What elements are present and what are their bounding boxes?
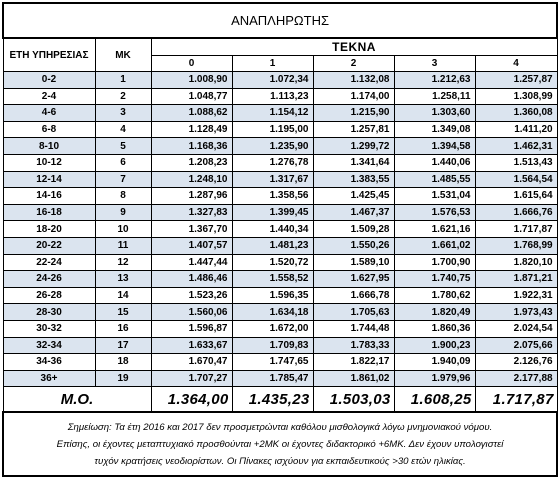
salary-cell-children-3: 1.212,63 bbox=[394, 72, 475, 89]
salary-cell-children-2: 1.666,78 bbox=[313, 287, 394, 304]
salary-cell-children-2: 1.425,45 bbox=[313, 188, 394, 205]
children-1-header: 1 bbox=[232, 56, 313, 72]
salary-cell-children-0: 1.633,67 bbox=[151, 337, 232, 354]
years-of-service-cell: 14-16 bbox=[3, 188, 95, 205]
salary-cell-children-1: 1.520,72 bbox=[232, 254, 313, 271]
salary-cell-children-0: 1.447,44 bbox=[151, 254, 232, 271]
table-row bbox=[3, 171, 557, 188]
table-row bbox=[3, 105, 557, 122]
salary-cell-children-0: 1.560,06 bbox=[151, 304, 232, 321]
salary-cell-children-4: 2.177,88 bbox=[475, 370, 557, 387]
salary-cell-children-3: 1.258,11 bbox=[394, 88, 475, 105]
footnote-line: Σημείωση: Τα έτη 2016 και 2017 δεν προσμετρώνται καθόλου μισθολογικά λόγω μνημονιακού νόμου. bbox=[67, 421, 493, 433]
salary-cell-children-4: 2.075,66 bbox=[475, 337, 557, 354]
footnote-line: Επίσης, οι έχοντες μεταπτυχιακό προσθούνται +2ΜΚ οι έχοντες διδακτορικό +6ΜΚ. Δεν έχουν υπολογιστεί bbox=[56, 438, 504, 450]
salary-cell-children-0: 1.048,77 bbox=[151, 88, 232, 105]
years-of-service-cell: 32-34 bbox=[3, 337, 95, 354]
years-of-service-cell: 0-2 bbox=[3, 72, 95, 89]
salary-cell-children-4: 2.024,54 bbox=[475, 320, 557, 337]
salary-cell-children-3: 1.661,02 bbox=[394, 237, 475, 254]
salary-cell-children-0: 1.168,36 bbox=[151, 138, 232, 155]
salary-cell-children-0: 1.088,62 bbox=[151, 105, 232, 122]
salary-cell-children-1: 1.596,35 bbox=[232, 287, 313, 304]
table-row bbox=[3, 204, 557, 221]
salary-cell-children-2: 1.257,81 bbox=[313, 121, 394, 138]
mk-cell: 11 bbox=[95, 237, 151, 254]
average-cell-children-3: 1.608,25 bbox=[394, 387, 475, 413]
salary-cell-children-0: 1.287,96 bbox=[151, 188, 232, 205]
salary-cell-children-4: 1.257,87 bbox=[475, 72, 557, 89]
salary-cell-children-4: 1.411,20 bbox=[475, 121, 557, 138]
years-of-service-cell: 30-32 bbox=[3, 320, 95, 337]
salary-cell-children-2: 1.215,90 bbox=[313, 105, 394, 122]
salary-cell-children-4: 1.666,76 bbox=[475, 204, 557, 221]
salary-cell-children-2: 1.467,37 bbox=[313, 204, 394, 221]
salary-cell-children-4: 1.768,99 bbox=[475, 237, 557, 254]
salary-cell-children-0: 1.248,10 bbox=[151, 171, 232, 188]
salary-cell-children-1: 1.235,90 bbox=[232, 138, 313, 155]
table-row bbox=[3, 138, 557, 155]
children-header: ΤΕΚΝΑ bbox=[151, 38, 557, 56]
salary-cell-children-1: 1.399,45 bbox=[232, 204, 313, 221]
salary-cell-children-2: 1.744,48 bbox=[313, 320, 394, 337]
salary-cell-children-1: 1.785,47 bbox=[232, 370, 313, 387]
salary-cell-children-4: 1.922,31 bbox=[475, 287, 557, 304]
mk-cell: 9 bbox=[95, 204, 151, 221]
mk-cell: 14 bbox=[95, 287, 151, 304]
salary-cell-children-2: 1.383,55 bbox=[313, 171, 394, 188]
salary-cell-children-0: 1.367,70 bbox=[151, 221, 232, 238]
salary-cell-children-0: 1.707,27 bbox=[151, 370, 232, 387]
salary-cell-children-1: 1.558,52 bbox=[232, 271, 313, 288]
table-row bbox=[3, 370, 557, 387]
salary-cell-children-2: 1.341,64 bbox=[313, 154, 394, 171]
salary-cell-children-3: 1.979,96 bbox=[394, 370, 475, 387]
average-row bbox=[3, 387, 557, 413]
table-row bbox=[3, 304, 557, 321]
salary-cell-children-0: 1.407,57 bbox=[151, 237, 232, 254]
salary-table bbox=[2, 2, 558, 477]
mk-header: ΜΚ bbox=[95, 38, 151, 72]
salary-cell-children-3: 1.820,49 bbox=[394, 304, 475, 321]
years-of-service-cell: 18-20 bbox=[3, 221, 95, 238]
table-row bbox=[3, 72, 557, 89]
years-of-service-header: ΕΤΗ ΥΠΗΡΕΣΙΑΣ bbox=[3, 38, 95, 72]
salary-cell-children-1: 1.440,34 bbox=[232, 221, 313, 238]
average-label: Μ.Ο. bbox=[3, 387, 151, 413]
mk-cell: 3 bbox=[95, 105, 151, 122]
years-of-service-cell: 2-4 bbox=[3, 88, 95, 105]
years-of-service-cell: 26-28 bbox=[3, 287, 95, 304]
table-row bbox=[3, 154, 557, 171]
salary-cell-children-2: 1.822,17 bbox=[313, 354, 394, 371]
salary-cell-children-2: 1.174,00 bbox=[313, 88, 394, 105]
salary-cell-children-1: 1.317,67 bbox=[232, 171, 313, 188]
salary-cell-children-0: 1.327,83 bbox=[151, 204, 232, 221]
salary-cell-children-2: 1.861,02 bbox=[313, 370, 394, 387]
salary-cell-children-4: 1.360,08 bbox=[475, 105, 557, 122]
years-of-service-cell: 28-30 bbox=[3, 304, 95, 321]
salary-cell-children-3: 1.900,23 bbox=[394, 337, 475, 354]
footnote bbox=[3, 412, 557, 476]
salary-cell-children-4: 1.717,87 bbox=[475, 221, 557, 238]
salary-cell-children-2: 1.509,28 bbox=[313, 221, 394, 238]
salary-cell-children-3: 1.780,62 bbox=[394, 287, 475, 304]
table-row bbox=[3, 287, 557, 304]
table-row bbox=[3, 237, 557, 254]
salary-cell-children-3: 1.860,36 bbox=[394, 320, 475, 337]
average-cell-children-1: 1.435,23 bbox=[232, 387, 313, 413]
salary-cell-children-1: 1.072,34 bbox=[232, 72, 313, 89]
mk-cell: 4 bbox=[95, 121, 151, 138]
salary-cell-children-1: 1.672,00 bbox=[232, 320, 313, 337]
salary-cell-children-3: 1.940,09 bbox=[394, 354, 475, 371]
salary-cell-children-3: 1.394,58 bbox=[394, 138, 475, 155]
salary-cell-children-4: 1.308,99 bbox=[475, 88, 557, 105]
salary-cell-children-1: 1.358,56 bbox=[232, 188, 313, 205]
salary-cell-children-3: 1.485,55 bbox=[394, 171, 475, 188]
salary-cell-children-2: 1.589,10 bbox=[313, 254, 394, 271]
mk-cell: 17 bbox=[95, 337, 151, 354]
table-row bbox=[3, 188, 557, 205]
salary-cell-children-0: 1.008,90 bbox=[151, 72, 232, 89]
salary-cell-children-1: 1.276,78 bbox=[232, 154, 313, 171]
table-row bbox=[3, 320, 557, 337]
salary-cell-children-0: 1.670,47 bbox=[151, 354, 232, 371]
salary-cell-children-4: 1.462,31 bbox=[475, 138, 557, 155]
salary-cell-children-3: 1.349,08 bbox=[394, 121, 475, 138]
years-of-service-cell: 22-24 bbox=[3, 254, 95, 271]
years-of-service-cell: 10-12 bbox=[3, 154, 95, 171]
table-row bbox=[3, 354, 557, 371]
salary-cell-children-1: 1.481,23 bbox=[232, 237, 313, 254]
salary-cell-children-1: 1.154,12 bbox=[232, 105, 313, 122]
salary-cell-children-2: 1.299,72 bbox=[313, 138, 394, 155]
salary-cell-children-4: 1.820,10 bbox=[475, 254, 557, 271]
table-title: ΑΝΑΠΛΗΡΩΤΗΣ bbox=[3, 3, 557, 38]
years-of-service-cell: 6-8 bbox=[3, 121, 95, 138]
years-of-service-cell: 34-36 bbox=[3, 354, 95, 371]
salary-cell-children-4: 1.513,43 bbox=[475, 154, 557, 171]
salary-cell-children-2: 1.132,08 bbox=[313, 72, 394, 89]
footnote-line: τυχόν κρατήσεις νεοδιορίστων. Οι Πίνακες ισχύουν για εκπαιδευτικούς >30 ετών ηλικίας. bbox=[94, 455, 466, 467]
salary-cell-children-3: 1.576,53 bbox=[394, 204, 475, 221]
years-of-service-cell: 16-18 bbox=[3, 204, 95, 221]
table-row bbox=[3, 254, 557, 271]
table-row bbox=[3, 221, 557, 238]
average-cell-children-4: 1.717,87 bbox=[475, 387, 557, 413]
salary-cell-children-2: 1.550,26 bbox=[313, 237, 394, 254]
mk-cell: 13 bbox=[95, 271, 151, 288]
salary-cell-children-0: 1.523,26 bbox=[151, 287, 232, 304]
mk-cell: 10 bbox=[95, 221, 151, 238]
salary-cell-children-4: 2.126,76 bbox=[475, 354, 557, 371]
salary-cell-children-1: 1.113,23 bbox=[232, 88, 313, 105]
table-row bbox=[3, 271, 557, 288]
children-0-header: 0 bbox=[151, 56, 232, 72]
salary-cell-children-1: 1.747,65 bbox=[232, 354, 313, 371]
salary-cell-children-1: 1.195,00 bbox=[232, 121, 313, 138]
salary-cell-children-0: 1.486,46 bbox=[151, 271, 232, 288]
average-cell-children-2: 1.503,03 bbox=[313, 387, 394, 413]
mk-cell: 6 bbox=[95, 154, 151, 171]
table-row bbox=[3, 121, 557, 138]
salary-cell-children-1: 1.709,83 bbox=[232, 337, 313, 354]
years-of-service-cell: 12-14 bbox=[3, 171, 95, 188]
salary-cell-children-2: 1.783,33 bbox=[313, 337, 394, 354]
years-of-service-cell: 24-26 bbox=[3, 271, 95, 288]
children-3-header: 3 bbox=[394, 56, 475, 72]
salary-sheet bbox=[2, 2, 556, 477]
mk-cell: 18 bbox=[95, 354, 151, 371]
children-2-header: 2 bbox=[313, 56, 394, 72]
children-4-header: 4 bbox=[475, 56, 557, 72]
salary-cell-children-2: 1.627,95 bbox=[313, 271, 394, 288]
mk-cell: 15 bbox=[95, 304, 151, 321]
years-of-service-cell: 20-22 bbox=[3, 237, 95, 254]
years-of-service-cell: 36+ bbox=[3, 370, 95, 387]
salary-cell-children-0: 1.208,23 bbox=[151, 154, 232, 171]
salary-cell-children-1: 1.634,18 bbox=[232, 304, 313, 321]
table-row bbox=[3, 337, 557, 354]
mk-cell: 16 bbox=[95, 320, 151, 337]
salary-cell-children-3: 1.303,60 bbox=[394, 105, 475, 122]
salary-cell-children-2: 1.705,63 bbox=[313, 304, 394, 321]
salary-cell-children-3: 1.531,04 bbox=[394, 188, 475, 205]
salary-cell-children-3: 1.700,90 bbox=[394, 254, 475, 271]
mk-cell: 12 bbox=[95, 254, 151, 271]
salary-cell-children-4: 1.973,43 bbox=[475, 304, 557, 321]
salary-cell-children-4: 1.615,64 bbox=[475, 188, 557, 205]
salary-cell-children-3: 1.440,06 bbox=[394, 154, 475, 171]
salary-cell-children-0: 1.128,49 bbox=[151, 121, 232, 138]
mk-cell: 8 bbox=[95, 188, 151, 205]
years-of-service-cell: 8-10 bbox=[3, 138, 95, 155]
mk-cell: 2 bbox=[95, 88, 151, 105]
salary-cell-children-4: 1.564,54 bbox=[475, 171, 557, 188]
salary-cell-children-3: 1.740,75 bbox=[394, 271, 475, 288]
mk-cell: 1 bbox=[95, 72, 151, 89]
salary-cell-children-3: 1.621,16 bbox=[394, 221, 475, 238]
mk-cell: 5 bbox=[95, 138, 151, 155]
salary-cell-children-4: 1.871,21 bbox=[475, 271, 557, 288]
mk-cell: 19 bbox=[95, 370, 151, 387]
years-of-service-cell: 4-6 bbox=[3, 105, 95, 122]
table-row bbox=[3, 88, 557, 105]
salary-cell-children-0: 1.596,87 bbox=[151, 320, 232, 337]
average-cell-children-0: 1.364,00 bbox=[151, 387, 232, 413]
mk-cell: 7 bbox=[95, 171, 151, 188]
